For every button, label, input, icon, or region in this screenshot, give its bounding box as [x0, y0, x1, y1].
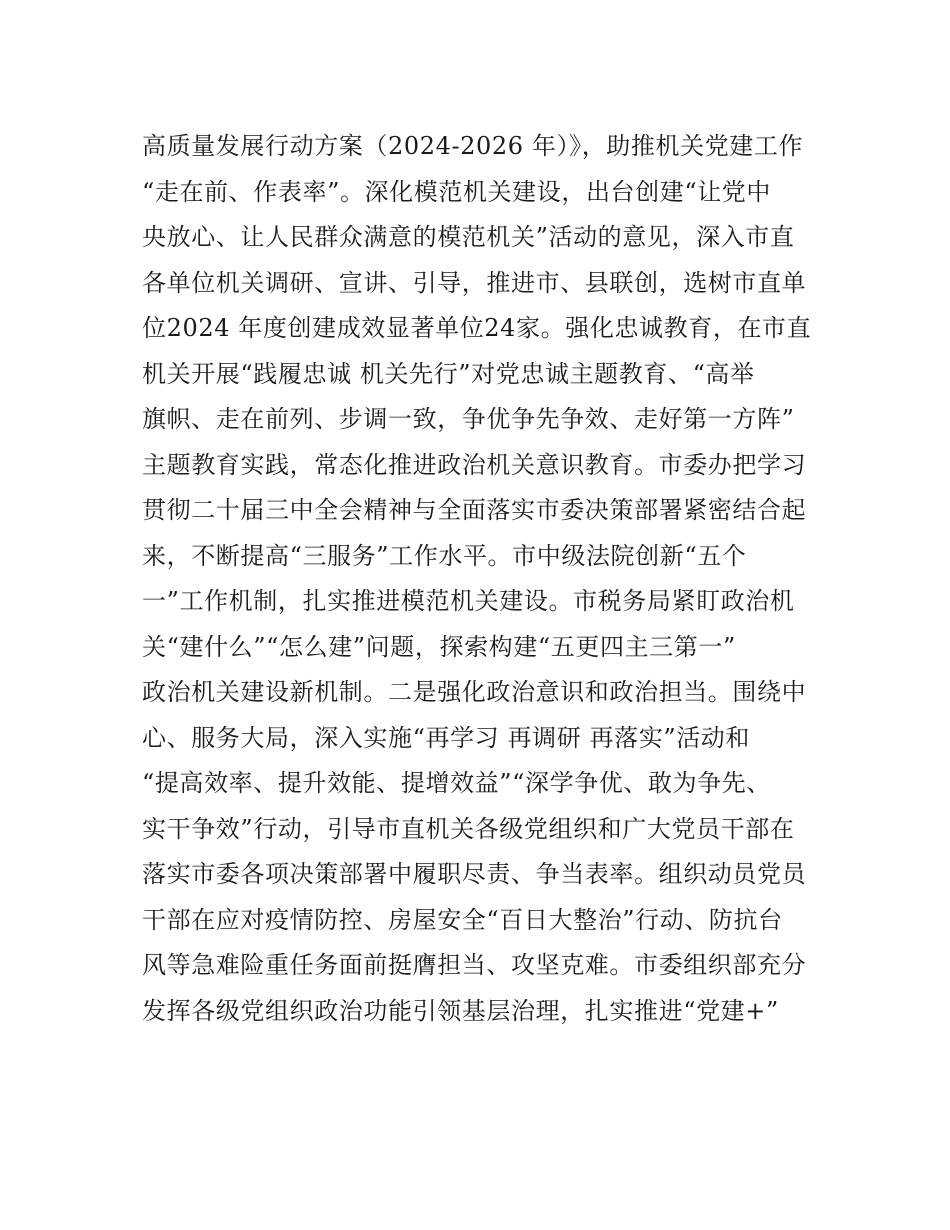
text-line: “提高效率、提升效能、提增效益”“深学争优、敢为争先、	[142, 769, 772, 797]
text-line: 风等急难险重任务面前挺膺担当、攻坚克难。市委组织部充分	[142, 951, 807, 979]
text-line: 发挥各级党组织政治功能引领基层治理，扎实推进“党建+”	[142, 996, 779, 1025]
text-line: 关“建什么”“怎么建”问题，探索构建“五更四主三第一”	[142, 632, 736, 661]
text-line: 旗帜、走在前列、步调一致，争优争先争效、走好第一方阵”	[142, 405, 795, 433]
text-line: 落实市委各项决策部署中履职尽责、争当表率。组织动员党员	[142, 860, 807, 888]
text-line: 机关开展“践履忠诚 机关先行”对党忠诚主题教育、“高举	[142, 359, 755, 388]
text-line: “走在前、作表率”。深化模范机关建设，出台创建“让党中	[142, 177, 772, 206]
text-line: 心、服务大局，深入实施“再学习 再调研 再落实”活动和	[142, 723, 750, 752]
text-line: 一”工作机制，扎实推进模范机关建设。市税务局紧盯政治机	[142, 587, 795, 615]
body-text	[142, 124, 822, 1034]
text-line: 干部在应对疫情防控、房屋安全“百日大整治”行动、防抗台	[142, 905, 783, 934]
text-line: 央放心、让人民群众满意的模范机关”活动的意见，深入市直	[142, 223, 795, 251]
text-line: 贯彻二十届三中全会精神与全面落实市委决策部署紧密结合起	[142, 496, 807, 524]
text-line: 各单位机关调研、宣讲、引导，推进市、县联创，选树市直单	[142, 268, 807, 297]
text-line: 主题教育实践，常态化推进政治机关意识教育。市委办把学习	[142, 450, 807, 479]
text-line: 位2024 年度创建成效显著单位24家。强化忠诚教育，在市直	[142, 314, 812, 342]
text-line: 高质量发展行动方案（2024-2026 年）》，助推机关党建工作	[142, 132, 804, 160]
text-line: 政治机关建设新机制。二是强化政治意识和政治担当。围绕中	[142, 678, 807, 706]
text-line: 实干争效”行动，引导市直机关各级党组织和广大党员干部在	[142, 814, 795, 843]
text-line: 来，不断提高“三服务”工作水平。市中级法院创新“五个	[142, 541, 747, 570]
